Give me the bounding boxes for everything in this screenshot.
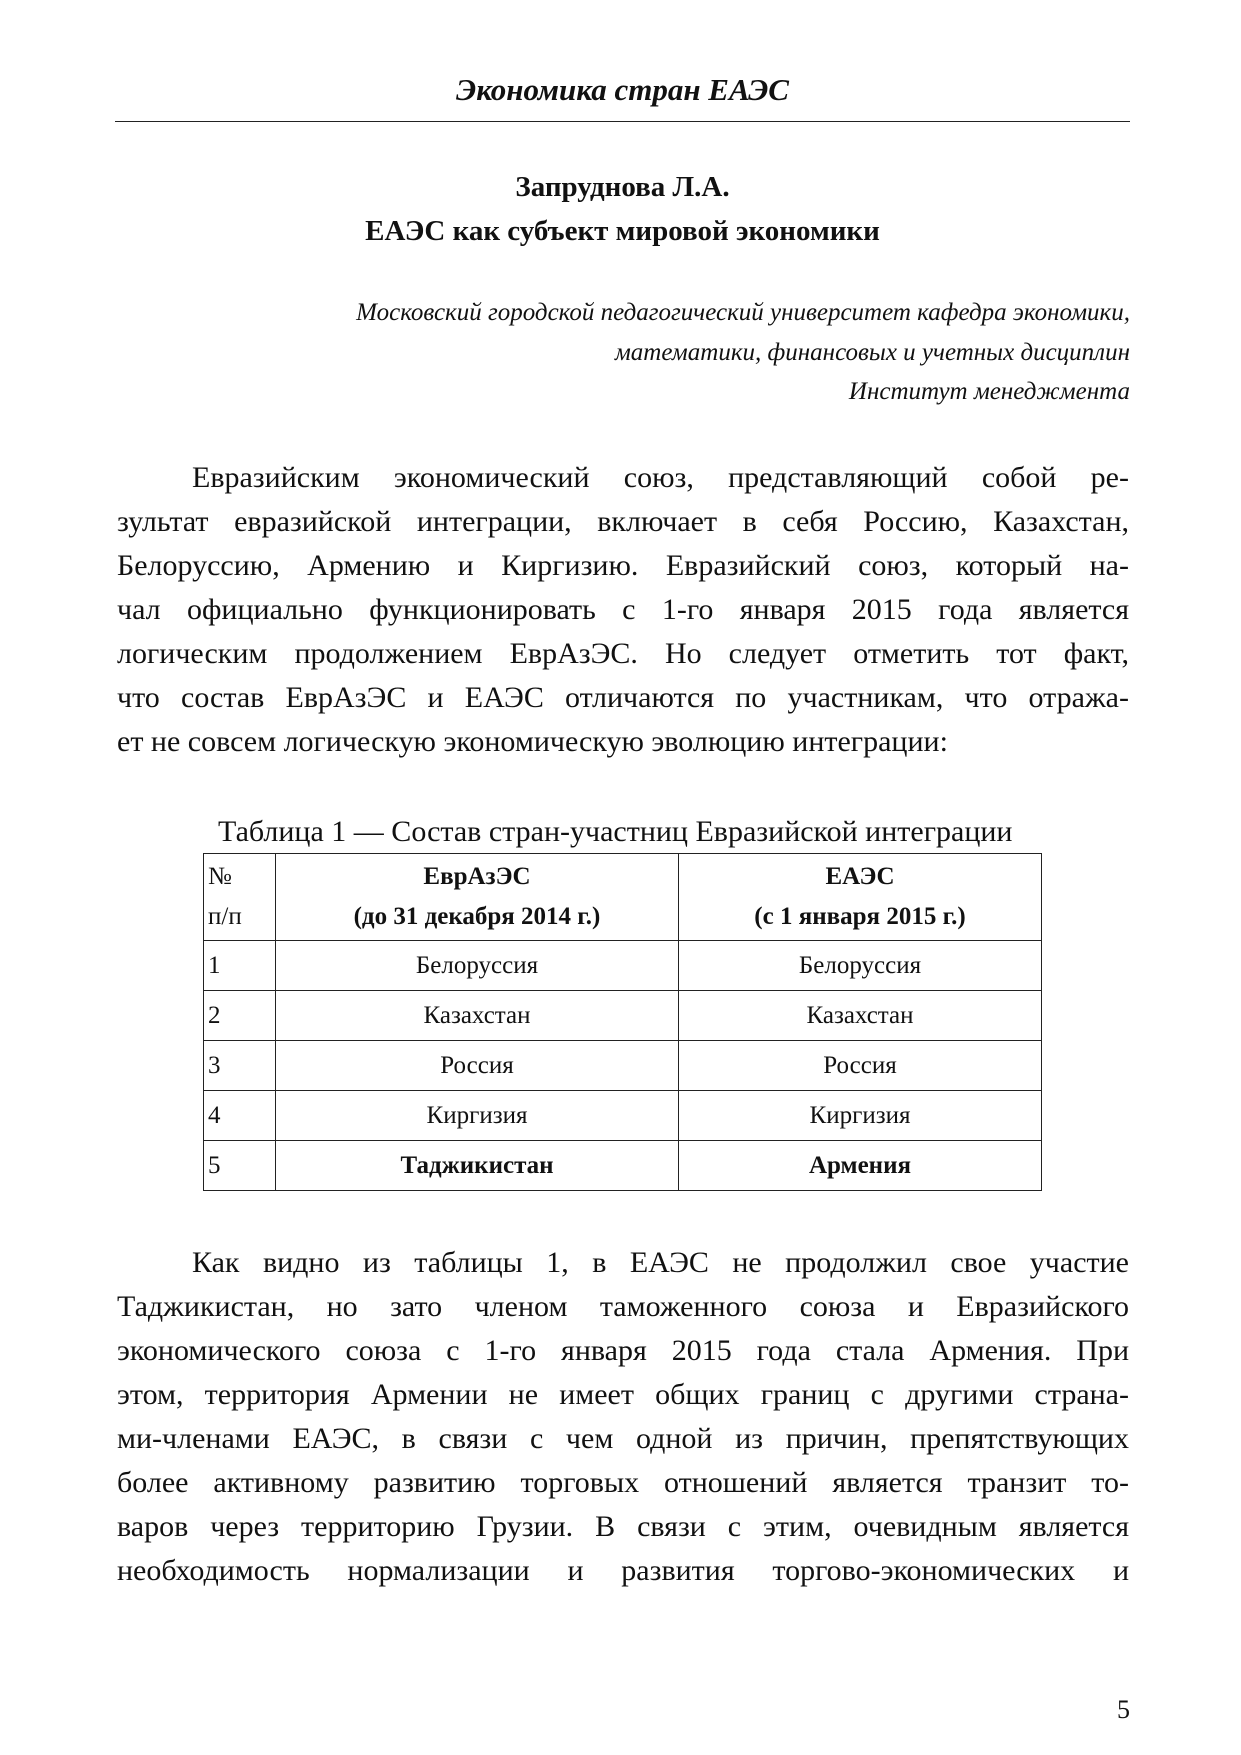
evrazes-country: Россия	[276, 1041, 679, 1091]
evrazes-country: Казахстан	[276, 991, 679, 1041]
text-line: Евразийским экономический союз, представляющий собой ре-	[192, 461, 1129, 494]
eaes-country: Россия	[679, 1041, 1042, 1091]
author-name: Запруднова Л.А.	[515, 171, 730, 203]
evrazes-country: Белоруссия	[276, 941, 679, 991]
header-evrazes	[276, 854, 679, 941]
header-number-line: п/п	[208, 903, 242, 930]
member-countries-table	[203, 853, 1042, 1191]
text-line: более активному развитию торговых отношений является транзит то-	[117, 1466, 1129, 1499]
evrazes-country: Киргизия	[276, 1091, 679, 1141]
row-number: 3	[204, 1041, 276, 1091]
table-row	[204, 941, 1042, 991]
header-eaes-period: (с 1 января 2015 г.)	[754, 903, 966, 930]
header-evrazes-period: (до 31 декабря 2014 г.)	[353, 903, 601, 930]
text-line: ми-членами ЕАЭС, в связи с чем одной из причин, препятствующих	[117, 1422, 1129, 1455]
analysis-paragraph	[117, 1241, 1129, 1593]
eaes-country: Казахстан	[679, 991, 1042, 1041]
affiliation-line: Институт менеджмента	[848, 378, 1130, 405]
eaes-country: Армения	[679, 1141, 1042, 1191]
table-row	[204, 1041, 1042, 1091]
table-row	[204, 1141, 1042, 1191]
header-rule	[115, 121, 1130, 122]
text-line: логическим продолжением ЕврАзЭС. Но следует отметить тот факт,	[117, 637, 1129, 670]
row-number: 4	[204, 1091, 276, 1141]
header-evrazes-name: ЕврАзЭС	[423, 863, 531, 890]
running-head: Экономика стран ЕАЭС	[456, 72, 789, 107]
text-line: необходимость нормализации и развития торгово-экономических и	[117, 1554, 1129, 1587]
text-line: зультат евразийской интеграции, включает в себя Россию, Казахстан,	[117, 505, 1129, 538]
table-row	[204, 1091, 1042, 1141]
text-line: варов через территорию Грузии. В связи с этим, очевидным является	[117, 1510, 1129, 1543]
row-number: 1	[204, 941, 276, 991]
header-number	[204, 854, 276, 941]
header-number-line: №	[208, 863, 232, 890]
text-line: что состав ЕврАзЭС и ЕАЭС отличаются по участникам, что отража-	[117, 681, 1129, 714]
text-line: этом, территория Армении не имеет общих границ с другими страна-	[117, 1378, 1129, 1411]
eaes-country: Белоруссия	[679, 941, 1042, 991]
evrazes-country: Таджикистан	[276, 1141, 679, 1191]
table-caption-text: Таблица 1 — Состав стран-участниц Евразийской интеграции	[218, 815, 1013, 848]
intro-paragraph	[117, 456, 1129, 764]
page-number: 5	[1117, 1695, 1130, 1724]
table-header-row	[204, 854, 1042, 941]
row-number: 5	[204, 1141, 276, 1191]
affiliation-line: Московский городской педагогический университет кафедра экономики,	[356, 299, 1130, 326]
text-line: чал официально функционировать с 1-го января 2015 года является	[117, 593, 1129, 626]
header-eaes-name: ЕАЭС	[825, 863, 895, 890]
eaes-country: Киргизия	[679, 1091, 1042, 1141]
text-line: Таджикистан, но зато членом таможенного союза и Евразийского	[117, 1290, 1129, 1323]
text-line: экономического союза с 1-го января 2015 года стала Армения. При	[117, 1334, 1129, 1367]
header-eaes	[679, 854, 1042, 941]
row-number: 2	[204, 991, 276, 1041]
text-line: Белоруссию, Армению и Киргизию. Евразийский союз, который на-	[117, 549, 1129, 582]
article-title: ЕАЭС как субъект мировой экономики	[365, 215, 880, 247]
affiliation-line: математики, финансовых и учетных дисциплин	[614, 339, 1130, 366]
text-line: ет не совсем логическую экономическую эволюцию интеграции:	[117, 725, 948, 758]
table-row	[204, 991, 1042, 1041]
text-line: Как видно из таблицы 1, в ЕАЭС не продолжил свое участие	[192, 1246, 1129, 1279]
